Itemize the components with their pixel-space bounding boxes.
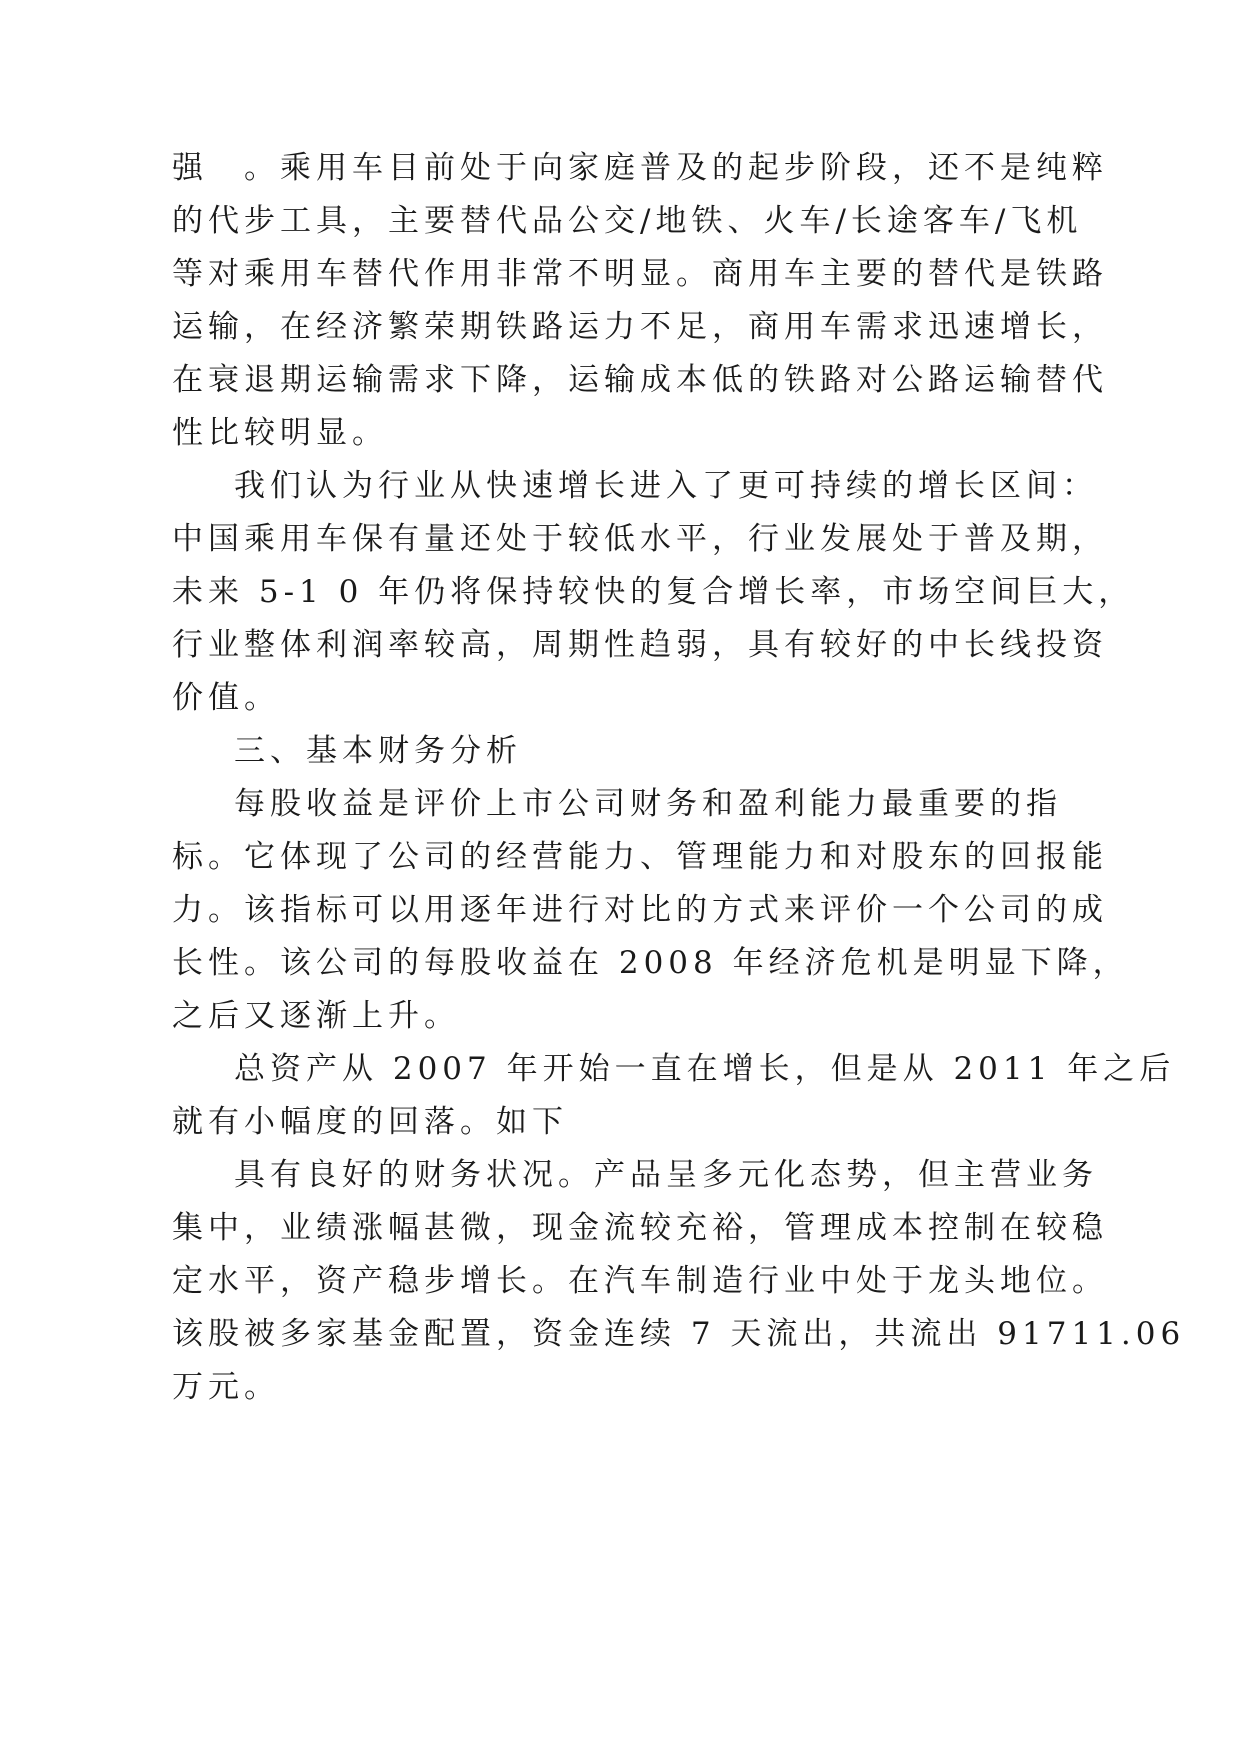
paragraph-3-line-3: 力。该指标可以用逐年进行对比的方式来评价一个公司的成 bbox=[172, 892, 1108, 928]
paragraph-2-line-5: 价值。 bbox=[172, 680, 280, 716]
paragraph-2-line-1: 我们认为行业从快速增长进入了更可持续的增长区间： bbox=[234, 468, 1098, 504]
paragraph-1-line-1: 强 。乘用车目前处于向家庭普及的起步阶段，还不是纯粹 bbox=[172, 150, 1108, 186]
paragraph-2-line-3: 未来 5-1 0 年仍将保持较快的复合增长率，市场空间巨大， bbox=[172, 574, 1135, 610]
paragraph-3-line-1: 每股收益是评价上市公司财务和盈利能力最重要的指 bbox=[234, 786, 1062, 822]
paragraph-5-line-2: 集中，业绩涨幅甚微，现金流较充裕，管理成本控制在较稳 bbox=[172, 1210, 1108, 1246]
paragraph-5-line-1: 具有良好的财务状况。产品呈多元化态势，但主营业务 bbox=[234, 1157, 1098, 1193]
paragraph-3-line-5: 之后又逐渐上升。 bbox=[172, 998, 460, 1034]
paragraph-4-line-2: 就有小幅度的回落。如下 bbox=[172, 1104, 568, 1140]
paragraph-2-line-4: 行业整体利润率较高，周期性趋弱，具有较好的中长线投资 bbox=[172, 627, 1108, 663]
paragraph-5-line-3: 定水平，资产稳步增长。在汽车制造行业中处于龙头地位。 bbox=[172, 1263, 1108, 1299]
section-heading: 三、基本财务分析 bbox=[234, 733, 522, 769]
paragraph-3-line-2: 标。它体现了公司的经营能力、管理能力和对股东的回报能 bbox=[172, 839, 1108, 875]
paragraph-5-line-4: 该股被多家基金配置，资金连续 7 天流出，共流出 91711.06 bbox=[172, 1316, 1186, 1352]
paragraph-2-line-2: 中国乘用车保有量还处于较低水平，行业发展处于普及期， bbox=[172, 521, 1108, 557]
paragraph-1-line-2: 的代步工具，主要替代品公交/地铁、火车/长途客车/飞机 bbox=[172, 203, 1083, 239]
paragraph-5-line-5: 万元。 bbox=[172, 1369, 280, 1405]
paragraph-1-line-6: 性比较明显。 bbox=[172, 415, 388, 451]
paragraph-3-line-4: 长性。该公司的每股收益在 2008 年经济危机是明显下降， bbox=[172, 945, 1129, 981]
paragraph-1-line-3: 等对乘用车替代作用非常不明显。商用车主要的替代是铁路 bbox=[172, 256, 1108, 292]
paragraph-1-line-4: 运输，在经济繁荣期铁路运力不足，商用车需求迅速增长， bbox=[172, 309, 1108, 345]
paragraph-4-line-1: 总资产从 2007 年开始一直在增长，但是从 2011 年之后 bbox=[234, 1051, 1176, 1087]
paragraph-1-line-5: 在衰退期运输需求下降，运输成本低的铁路对公路运输替代 bbox=[172, 362, 1108, 398]
